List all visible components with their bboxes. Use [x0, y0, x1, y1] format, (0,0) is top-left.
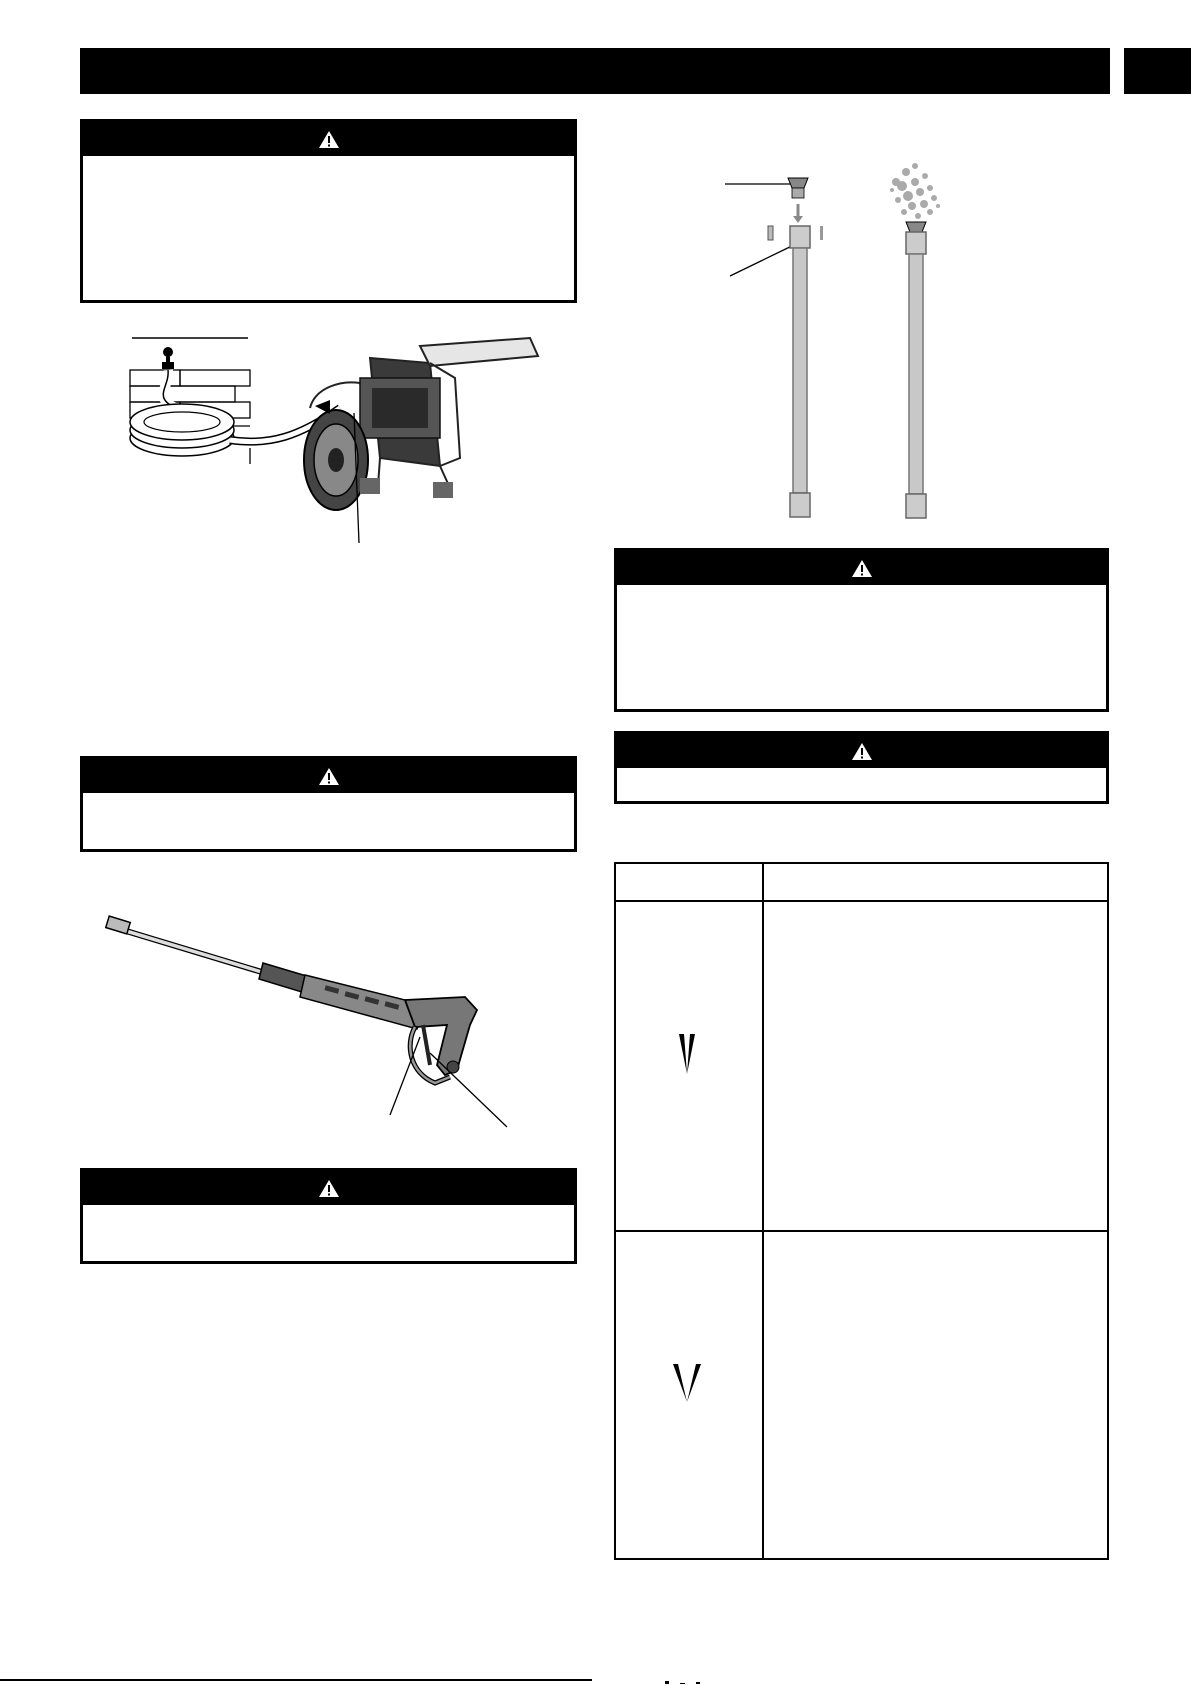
table-row-divider [616, 1230, 1107, 1232]
wide-spray-pattern-icon [672, 1364, 702, 1409]
warning-triangle-icon [851, 559, 873, 578]
warning-box-2 [80, 756, 577, 852]
warning-box-1 [80, 119, 577, 303]
header-page-tab [1124, 48, 1191, 94]
table-header-divider [616, 900, 1107, 902]
header-bar [80, 48, 1110, 94]
warning-triangle-icon [318, 767, 340, 786]
warning-header [83, 1171, 574, 1205]
spray-gun-figure [105, 905, 525, 1130]
warning-header [83, 122, 574, 156]
footer-rule [0, 1679, 592, 1681]
warning-box-3 [80, 1168, 577, 1264]
warning-header [617, 734, 1106, 768]
warning-triangle-icon [318, 1179, 340, 1198]
warning-triangle-icon [851, 742, 873, 761]
warning-box-4 [614, 548, 1109, 712]
warning-header [83, 759, 574, 793]
warning-triangle-icon [318, 130, 340, 149]
nozzle-extension-figure [720, 160, 970, 535]
warning-header [617, 551, 1106, 585]
garden-hose-connection-figure [110, 328, 550, 546]
warning-box-5 [614, 731, 1109, 804]
narrow-spray-pattern-icon [676, 1034, 698, 1081]
footer-mark [655, 1676, 711, 1684]
table-column-divider [762, 864, 764, 1558]
spray-pattern-table [614, 862, 1109, 1560]
